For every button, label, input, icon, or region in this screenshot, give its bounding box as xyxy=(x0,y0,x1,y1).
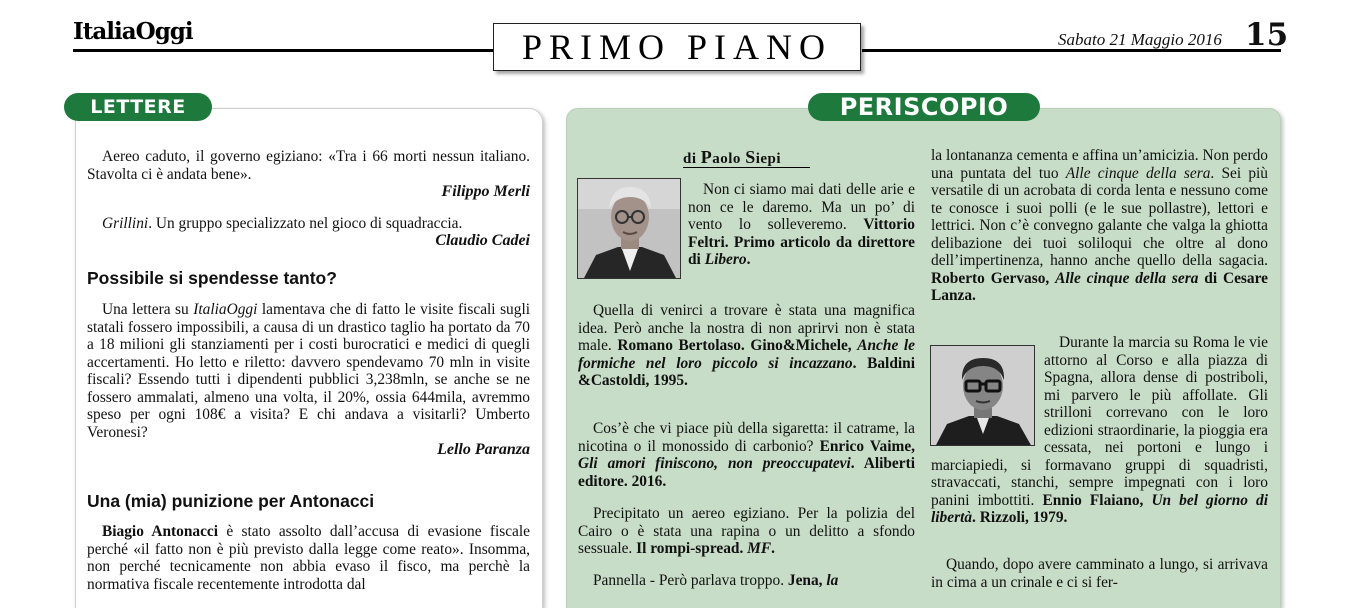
quote-text xyxy=(578,572,915,590)
section-title-box xyxy=(493,23,861,71)
letter-text-part: Una lettera su xyxy=(102,301,194,318)
letter-author: Filippo Merli xyxy=(441,183,530,200)
quote-body: la lontananza cementa e affina un’amicizia. Non perdo una puntata del tuo xyxy=(931,147,1268,182)
letter-item xyxy=(87,148,530,201)
portrait-photo xyxy=(577,178,681,279)
letter-bold-name: Biagio Antonacci xyxy=(102,523,219,540)
quote-text xyxy=(578,420,915,490)
letter-author: Claudio Cadei xyxy=(435,231,530,249)
letter-text-italic: Grillini xyxy=(102,215,149,232)
page-number: 15 xyxy=(1245,17,1289,53)
quote-source xyxy=(788,572,838,589)
quote-source-text: Jena, xyxy=(787,572,827,589)
quote-source-text: Vittorio Feltri. Primo articolo da direttore di xyxy=(688,216,915,268)
quote-source-text: Ennio Flaiano, xyxy=(1042,491,1152,509)
quote-source-title: Gli amori finiscono, non preoccupatevi xyxy=(578,455,851,472)
byline-part: aolo xyxy=(712,151,746,167)
quote-item xyxy=(578,572,915,590)
quote-source-text: Il rompi-spread. xyxy=(636,540,748,557)
quote-source-title: la xyxy=(826,572,839,589)
quote-source xyxy=(578,337,915,389)
quote-source-end: . xyxy=(771,540,775,557)
quote-text xyxy=(578,505,915,558)
quote-text xyxy=(931,147,1268,305)
quote-body: . Sei più versatile di un acrobata di corda lenta e nessuno come te conosce i suoi polli (e le sue pollastre), lettori e lettrici. Non c’è convegno galante che valga la ghiotta delibazione dei tuoi soliloqui che oltre al dono dell’impertinenza, hanno anche quello della sagacia. xyxy=(931,164,1268,269)
letter-item xyxy=(87,215,530,249)
portrait-image xyxy=(578,179,681,279)
quote-source-title: Anche le formiche nel loro piccolo si incazzano xyxy=(578,337,915,372)
date-underline xyxy=(1058,51,1234,52)
quote-text: Quando, dopo avere camminato a lungo, si arrivava in cima a un crinale e ci si fer- xyxy=(931,556,1268,591)
issue-date: Sabato 21 Maggio 2016 xyxy=(1058,30,1222,49)
periscopio-section-label: PERISCOPIO xyxy=(808,93,1040,121)
letter-text-part: lamentava che di fatto le visite fiscali sugli statali fossero impossibili, a causa di un drastico taglio ha portato da 70 a 18 milioni gli stanziamenti per i costi burocratici e medici di quegli accertamenti. Ho letto e riletto: davvero spendevamo 70 mln in visite fiscali? Essendo tutti i dipendenti pubblici 3,238mln, se anche se ne fossero ammalati, almeno una volta, il 20%, ossia 644mila, avremmo speso per ogni 108€ a visita? E chi andava a visitarli? Umberto Veronesi? xyxy=(87,301,530,441)
letter-text xyxy=(87,301,530,441)
quote-source-title: Alle cinque della sera xyxy=(1055,269,1199,287)
letter-text-rest: . Un gruppo specializzato nel gioco di squadraccia. xyxy=(148,215,463,232)
quote-body-italic: Alle cinque della sera xyxy=(1065,164,1211,182)
masthead-rule-left xyxy=(73,49,495,52)
letter-item xyxy=(87,301,530,459)
letter-heading: Possibile si spendesse tanto? xyxy=(87,268,337,288)
quote-source-text: Romano Bertolaso. Gino&Michele, xyxy=(617,337,858,354)
quote-source-text: Enrico Vaime, xyxy=(819,437,915,455)
quote-source-end: . Baldini &Castoldi, 1995. xyxy=(578,354,915,389)
quote-text xyxy=(688,181,915,269)
byline-underline xyxy=(683,167,810,168)
quote-item xyxy=(578,302,915,390)
quote-item xyxy=(931,556,1268,591)
letter-text: Aereo caduto, il governo egiziano: «Tra i 66 morti nessun italiano. Stavolta ci è andata bene». xyxy=(87,148,530,183)
quote-source xyxy=(931,270,1268,305)
letters-section-label: LETTERE xyxy=(64,93,212,121)
quote-item xyxy=(931,334,1268,527)
byline-initial: S xyxy=(745,147,756,167)
quote-body: Pannella - Però parlava troppo. xyxy=(593,572,788,589)
letter-item xyxy=(87,523,530,593)
letter-text xyxy=(87,523,530,593)
letter-text-part: è stato assolto dall’accusa di evasione fiscale perché «il fatto non è più previsto dalla legge come reato». Insomma, non perché tecnicamente non abbia evaso il fisco, ma perchè la normativa fiscale recentemente introdotta dal xyxy=(87,523,530,593)
newspaper-logo: ItaliaOggi xyxy=(73,18,193,45)
byline-prefix: di xyxy=(683,151,701,167)
letter-heading: Una (mia) punizione per Antonacci xyxy=(87,491,375,511)
byline-part: iepi xyxy=(755,151,782,167)
byline xyxy=(683,147,781,168)
quote-source-end: . Aliberti editore. 2016. xyxy=(578,455,915,490)
quote-source-title: MF xyxy=(747,540,772,557)
quote-source-title: Un bel giorno di libertà xyxy=(931,491,1269,526)
letter-author: Lello Paranza xyxy=(437,441,530,458)
quote-body: Precipitato un aereo egiziano. Per la polizia del Cairo o è stata una rapina o un delitto a sfondo sessuale. xyxy=(578,505,915,557)
quote-source xyxy=(636,540,775,557)
quote-body: Durante la marcia su Roma le vie attorno al Corso e alla piazza di Spagna, allora dense di postriboli, mi parvero le più affollate. Gli strilloni correvano con le loro edizioni straordinarie, la pioggia era cessata, nei portoni e lungo i marciapiedi, si formavano gruppi di squadristi, stravaccati, stanchi, sempre impegnati con i loro panini imbottiti. xyxy=(931,334,1268,509)
quote-item xyxy=(578,420,915,490)
section-title: PRIMO PIANO xyxy=(521,27,833,67)
quote-source-end: . xyxy=(746,251,751,268)
photo-spacer xyxy=(931,334,1044,446)
quote-source-text: Roberto Gervaso, xyxy=(931,269,1056,287)
letter-text-italic: ItaliaOggi xyxy=(193,301,258,318)
quote-item xyxy=(688,181,915,269)
quote-item xyxy=(578,505,915,558)
byline-initial: P xyxy=(700,147,713,167)
letter-text xyxy=(87,215,530,233)
quote-body: Cos’è che vi piace più della sigaretta: il catrame, la nicotina o il monossido di carbonio? xyxy=(578,420,915,455)
quote-source-end: di Cesare Lanza. xyxy=(931,269,1268,304)
quote-body: Non ci siamo mai dati delle arie e non ce le daremo. Ma un po’ di vento lo solleveremo. xyxy=(688,181,915,233)
quote-source-title: Libero xyxy=(704,251,747,268)
quote-item xyxy=(931,147,1268,305)
quote-body: Quella di venirci a trovare è stata una magnifica idea. Però anche la nostra di non aprirvi non è stata male. xyxy=(578,302,915,354)
quote-text xyxy=(578,302,915,390)
quote-source-end: . Rizzoli, 1979. xyxy=(972,509,1068,526)
